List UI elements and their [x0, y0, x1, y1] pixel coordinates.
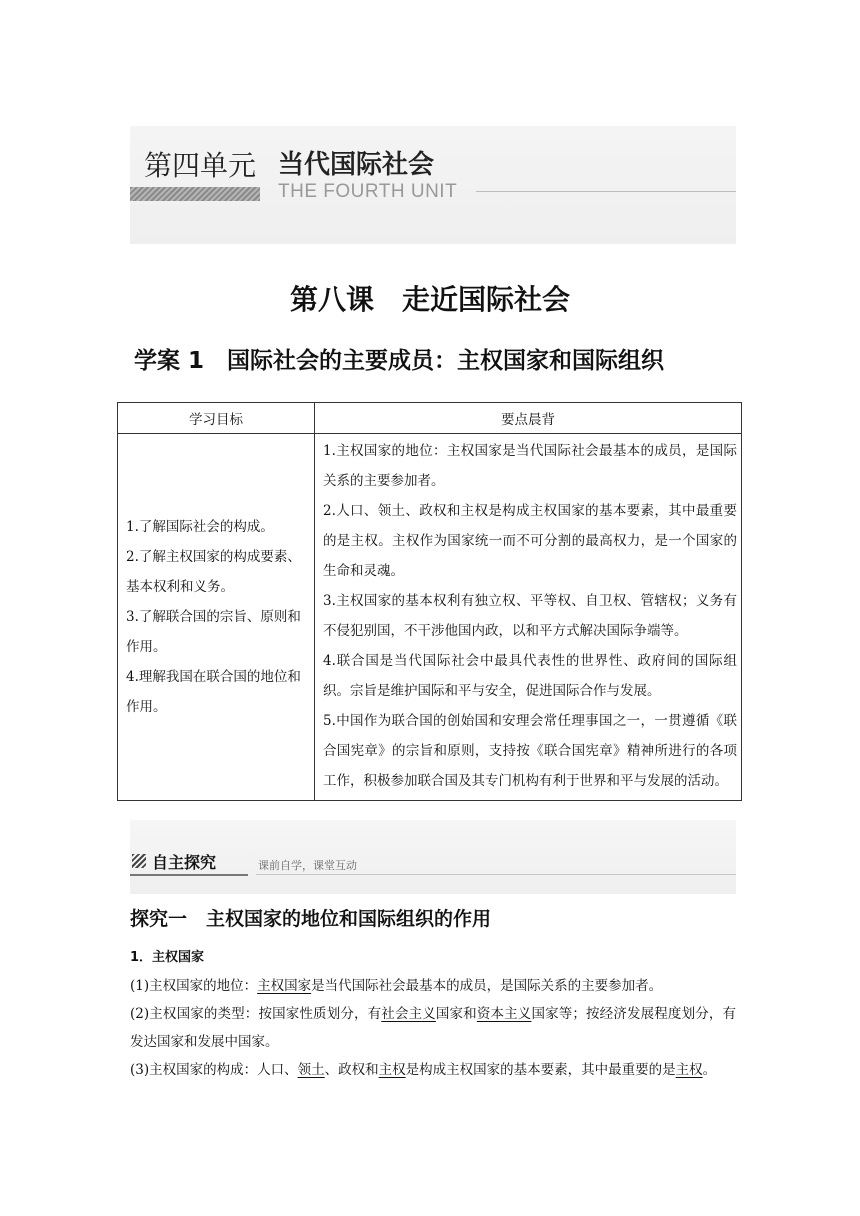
goals-table	[117, 402, 742, 801]
section-subtitle: 课前自学，课堂互动	[258, 859, 357, 872]
unit-divider	[476, 191, 736, 192]
section-underline	[130, 874, 248, 876]
point-item: 5.中国作为联合国的创始国和安理会常任理事国之一，一贯遵循《联合国宪章》的宗旨和原则，支持按《联合国宪章》精神所进行的各项工作，积极参加联合国及其专门机构有利于世界和平与发展的活动。	[323, 713, 737, 789]
underlined-term: 主权	[675, 1062, 703, 1078]
text-span: 、政权和	[324, 1062, 379, 1078]
text-span: (1)主权国家的地位：	[130, 978, 258, 994]
text-span: 国家和	[435, 1006, 477, 1022]
content-heading: 1．主权国家	[130, 950, 205, 965]
goal-item: 3.了解联合国的宗旨、原则和作用。	[126, 609, 301, 655]
goal-item: 4.理解我国在联合国的地位和作用。	[126, 669, 301, 715]
paragraph-status	[130, 972, 736, 1000]
points-cell	[315, 434, 742, 801]
unit-name: 当代国际社会	[278, 150, 435, 180]
text-span: (2)主权国家的类型：按国家性质划分，有	[130, 1006, 382, 1022]
text-span: 国家等；按经济发展程度划分，有发达国家和发展中国家。	[130, 1006, 737, 1050]
underlined-term: 领土	[297, 1062, 325, 1078]
header-goals: 学习目标	[118, 403, 315, 434]
table-row	[118, 434, 742, 801]
explore-title: 探究一 主权国家的地位和国际组织的作用	[130, 908, 492, 930]
paragraph-elements	[130, 1056, 736, 1084]
header-points: 要点晨背	[315, 403, 742, 434]
underlined-term: 主权国家	[257, 978, 312, 994]
unit-number: 第四单元	[144, 149, 257, 182]
section-header	[130, 820, 736, 894]
lesson-title: 第八课 走近国际社会	[289, 283, 570, 316]
goal-item: 2.了解主权国家的构成要素、基本权利和义务。	[126, 549, 301, 595]
text-span: 是构成主权国家的基本要素，其中最重要的是	[405, 1062, 676, 1078]
section-divider	[256, 874, 736, 875]
goals-cell	[118, 434, 315, 801]
text-span: 。	[702, 1062, 717, 1078]
unit-banner	[130, 126, 736, 244]
point-item: 1.主权国家的地位：主权国家是当代国际社会最基本的成员，是国际关系的主要参加者。	[323, 443, 737, 489]
point-item: 2.人口、领土、政权和主权是构成主权国家的基本要素，其中最重要的是主权。主权作为国家统一而不可分割的最高权力，是一个国家的生命和灵魂。	[323, 503, 737, 579]
underlined-term: 资本主义	[476, 1006, 532, 1022]
case-title: 学案 1 国际社会的主要成员：主权国家和国际组织	[134, 348, 665, 374]
section-label: 自主探究	[152, 853, 217, 872]
table-header-row	[118, 403, 742, 434]
underlined-term: 主权	[378, 1062, 406, 1078]
text-span: 是当代国际社会最基本的成员，是国际关系的主要参加者。	[311, 978, 663, 994]
unit-english-title: THE FOURTH UNIT	[278, 181, 458, 202]
point-item: 3.主权国家的基本权利有独立权、平等权、自卫权、管辖权；义务有不侵犯别国，不干涉他国内政，以和平方式解决国际争端等。	[323, 593, 737, 639]
goal-item: 1.了解国际社会的构成。	[126, 519, 274, 535]
paragraph-types	[130, 1000, 736, 1056]
content-body	[130, 944, 736, 1084]
underlined-term: 社会主义	[381, 1006, 436, 1022]
text-span: (3)主权国家的构成：人口、	[130, 1062, 298, 1078]
section-stripe-icon	[132, 854, 146, 868]
unit-decor-bar	[130, 187, 260, 201]
point-item: 4.联合国是当代国际社会中最具代表性的世界性、政府间的国际组织。宗旨是维护国际和平与安全，促进国际合作与发展。	[323, 653, 737, 699]
